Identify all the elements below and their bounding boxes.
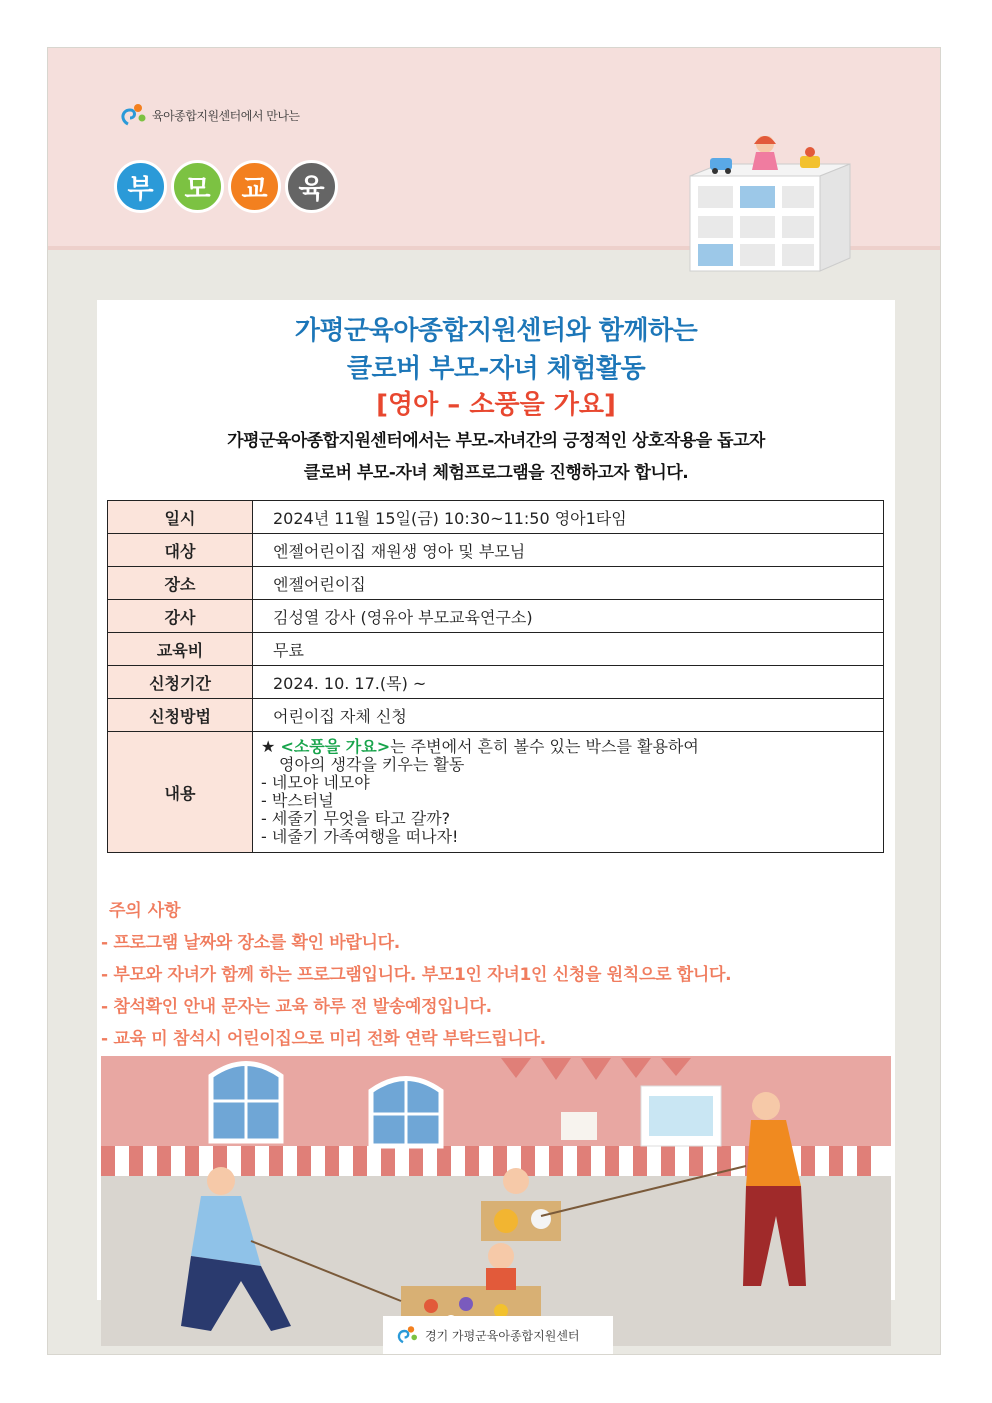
brand-header [118, 100, 300, 130]
row-label: 신청방법 [108, 699, 253, 732]
badge-circle-1: 부 [114, 160, 167, 213]
notice-title: 주의 사항 [109, 901, 181, 921]
row-value: 어린이집 자체 신청 [253, 699, 884, 732]
notice-item: - 참석확인 안내 문자는 교육 하루 전 발송예정입니다. [101, 997, 492, 1017]
content-item: - 박스터널 [261, 791, 334, 810]
center-logo-icon [118, 100, 148, 130]
poster-frame [47, 47, 941, 1355]
notice-item: - 프로그램 날짜와 장소를 확인 바랍니다. [101, 933, 400, 953]
table-row [108, 699, 884, 732]
badge-circle-2: 모 [171, 160, 224, 213]
center-logo-icon [393, 1323, 421, 1347]
row-label: 일시 [108, 501, 253, 534]
row-value: 엔젤어린이집 재원생 영아 및 부모님 [253, 534, 884, 567]
content-description [253, 732, 884, 853]
table-row [108, 501, 884, 534]
table-row [108, 567, 884, 600]
notice-item: - 부모와 자녀가 함께 하는 프로그램입니다. 부모1인 자녀1인 신청을 원칙으로 합니다. [101, 965, 732, 985]
content-line-1 [261, 738, 883, 756]
row-value: 엔젤어린이집 [253, 567, 884, 600]
row-value: 2024년 11월 15일(금) 10:30~11:50 영아1타임 [253, 501, 884, 534]
content-line-2: 영아의 생각을 키우는 활동 [279, 755, 465, 774]
title-line-2: 클로버 부모-자녀 체험활동 [346, 354, 646, 384]
footer-logo [383, 1316, 613, 1354]
row-label: 대상 [108, 534, 253, 567]
toy-shelf-illustration [680, 136, 860, 276]
content-highlight: <소풍을 가요> [280, 737, 391, 756]
brand-tagline: 육아종합지원센터에서 만나는 [152, 108, 300, 123]
row-label: 강사 [108, 600, 253, 633]
family-play-illustration [101, 1056, 891, 1346]
footer-org-name: 경기 가평군육아종합지원센터 [425, 1328, 580, 1343]
table-row [108, 633, 884, 666]
title-line-1: 가평군육아종합지원센터와 함께하는 [294, 316, 698, 346]
content-line-1-rest: 는 주변에서 흔히 볼수 있는 박스를 활용하여 [390, 737, 699, 756]
program-title: [영아 – 소풍을 가요] [376, 390, 616, 420]
row-value: 무료 [253, 633, 884, 666]
row-label: 신청기간 [108, 666, 253, 699]
program-info-table [107, 500, 884, 853]
table-row [108, 732, 884, 853]
table-row [108, 534, 884, 567]
star-icon: ★ [261, 737, 276, 756]
intro-line-2: 클로버 부모-자녀 체험프로그램을 진행하고자 합니다. [303, 463, 689, 483]
notice-item: - 교육 미 참석시 어린이집으로 미리 전화 연락 부탁드립니다. [101, 1029, 546, 1049]
content-item: - 네줄기 가족여행을 떠나자! [261, 827, 459, 846]
content-card [97, 300, 895, 1300]
row-value: 김성열 강사 (영유아 부모교육연구소) [253, 600, 884, 633]
parent-education-badges [114, 160, 338, 213]
badge-circle-3: 교 [228, 160, 281, 213]
row-value: 2024. 10. 17.(목) ~ [253, 666, 884, 699]
badge-circle-4: 육 [285, 160, 338, 213]
row-label: 내용 [108, 732, 253, 853]
row-label: 장소 [108, 567, 253, 600]
table-row [108, 666, 884, 699]
row-label: 교육비 [108, 633, 253, 666]
table-row [108, 600, 884, 633]
intro-line-1: 가평군육아종합지원센터에서는 부모-자녀간의 긍정적인 상호작용을 돕고자 [227, 431, 765, 451]
content-item: - 세줄기 무엇을 타고 갈까? [261, 809, 451, 828]
content-item: - 네모야 네모야 [261, 773, 370, 792]
